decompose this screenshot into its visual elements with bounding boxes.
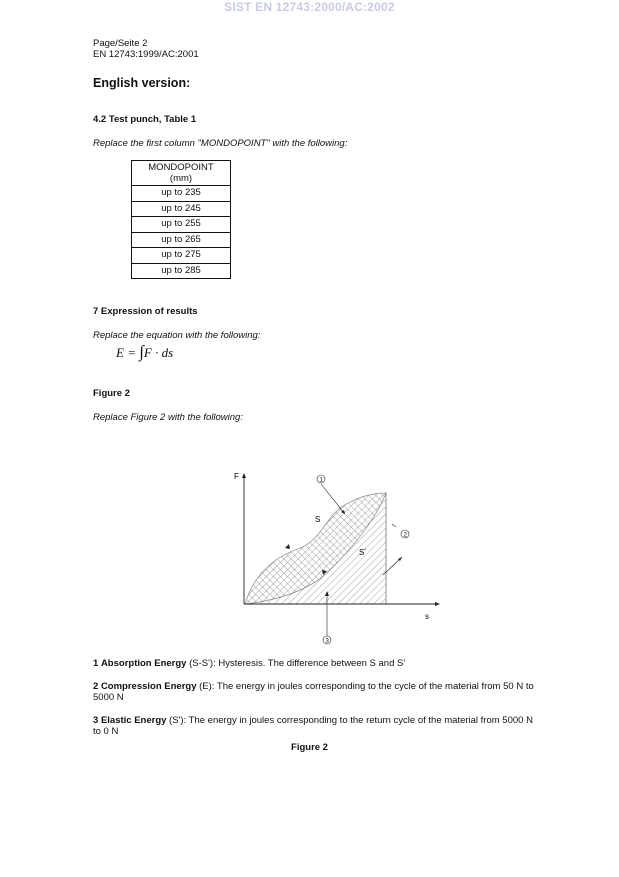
callout-3-label: 3 (325, 638, 329, 645)
header-line-1: MONDOPOINT (148, 162, 214, 173)
table-cell: up to 255 (132, 217, 231, 233)
legend-number: 2 (93, 681, 99, 692)
legend-term: Compression Energy (100, 681, 197, 692)
table-row (132, 232, 231, 248)
x-axis-label: s (425, 612, 429, 621)
table-cell: up to 245 (132, 201, 231, 217)
table-row (132, 263, 231, 279)
page-number: Page/Seite 2 (93, 38, 148, 49)
figure-caption: Figure 2 (291, 742, 328, 753)
section-heading-4-2: 4.2 Test punch, Table 1 (93, 114, 197, 125)
legend-number: 3 (93, 715, 99, 726)
section-7-instruction: Replace the equation with the following: (93, 330, 261, 341)
table-header-row (132, 161, 231, 186)
hysteresis-diagram (220, 460, 450, 650)
integral-symbol: ∫ (139, 342, 144, 361)
figure-heading: Figure 2 (93, 388, 130, 399)
watermark: SIST EN 12743:2000/AC:2002 (224, 0, 395, 14)
table-header-cell (132, 161, 231, 186)
page-header (93, 38, 199, 60)
legend-item-3 (93, 715, 543, 737)
y-axis-label: F (234, 472, 239, 481)
legend-item-1 (93, 658, 543, 669)
header-line-2: (mm) (169, 173, 193, 184)
table-row (132, 217, 231, 233)
equation-lhs: E = (116, 345, 136, 360)
equation-rhs: F · ds (143, 345, 174, 360)
region-s-label: S (315, 515, 321, 524)
legend-text: (S'): The energy in joules corresponding to the return cycle of the material from 5000 N to 0 N (93, 715, 533, 737)
document-id: EN 12743:1999/AC:2001 (93, 49, 199, 60)
table-row (132, 248, 231, 264)
page-title: English version: (93, 76, 191, 90)
callout-1-label: 1 (319, 477, 323, 484)
legend-number: 1 (93, 658, 99, 669)
callout-2-label: 2 (403, 532, 407, 539)
figure-legend (93, 658, 543, 737)
legend-text: (S-S'): Hysteresis. The difference between S and S' (186, 658, 406, 669)
legend-term: Absorption Energy (100, 658, 187, 669)
figure-instruction: Replace Figure 2 with the following: (93, 412, 243, 423)
energy-equation (116, 342, 173, 362)
table-cell: up to 265 (132, 232, 231, 248)
legend-item-2 (93, 681, 543, 703)
table-row (132, 186, 231, 202)
section-heading-7: 7 Expression of results (93, 306, 198, 317)
legend-text: (E): The energy in joules corresponding to the cycle of the material from 50 N to 5000 N (93, 681, 534, 703)
section-4-2-instruction: Replace the first column "MONDOPOINT" with the following: (93, 138, 348, 149)
legend-term: Elastic Energy (100, 715, 167, 726)
table-cell: up to 235 (132, 186, 231, 202)
table-row (132, 201, 231, 217)
region-s-prime-label: S´ (359, 548, 367, 557)
table-cell: up to 275 (132, 248, 231, 264)
mondopoint-table (131, 160, 231, 279)
table-cell: up to 285 (132, 263, 231, 279)
hysteresis-figure (220, 460, 450, 650)
